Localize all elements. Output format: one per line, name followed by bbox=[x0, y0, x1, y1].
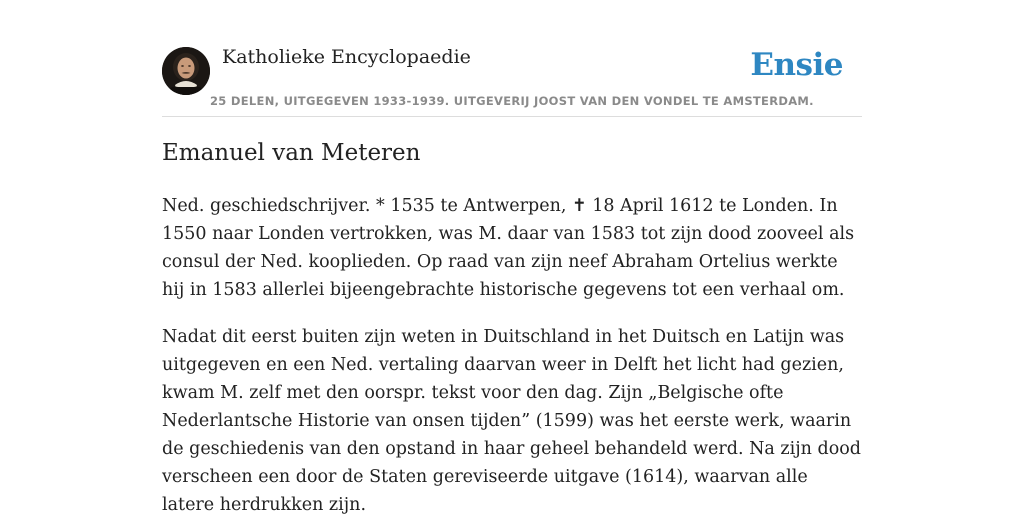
article-paragraph: Nadat dit eerst buiten zijn weten in Duitschland in het Duitsch en Latijn was uitgegeven en een Ned. vertaling daarvan weer in Delft het licht had gezien, kwam M. zelf met den oorspr. tekst voor den dag. Zijn „Belgische ofte Nederlantsche Historie van onsen tijden” (1599) was het eerste werk, waarin de geschiedenis van den opstand in haar geheel behandeld werd. Na zijn dood verscheen een door de Staten gereviseerde uitgave (1614), waarvan alle latere herdrukken zijn. bbox=[162, 327, 861, 515]
article-title: Emanuel van Meteren bbox=[162, 140, 421, 166]
source-title[interactable]: Katholieke Encyclopaedie bbox=[222, 46, 471, 68]
article-paragraph: Ned. geschiedschrijver. * 1535 te Antwerpen, ✝ 18 April 1612 te Londen. In 1550 naar Londen vertrokken, was M. daar van 1583 tot zijn dood zooveel als consul der Ned. kooplieden. Op raad van zijn neef Abraham Ortelius werkte hij in 1583 allerlei bijeengebrachte historische gegevens tot een verhaal om. bbox=[162, 196, 855, 300]
portrait-avatar[interactable] bbox=[162, 47, 210, 95]
page bbox=[162, 0, 862, 515]
source-subline: 25 DELEN, UITGEGEVEN 1933-1939. UITGEVERIJ JOOST VAN DEN VONDEL TE AMSTERDAM. bbox=[210, 94, 814, 108]
brand-logo-link[interactable]: Ensie bbox=[750, 47, 843, 83]
header bbox=[162, 0, 862, 117]
portrait-icon bbox=[162, 47, 210, 95]
